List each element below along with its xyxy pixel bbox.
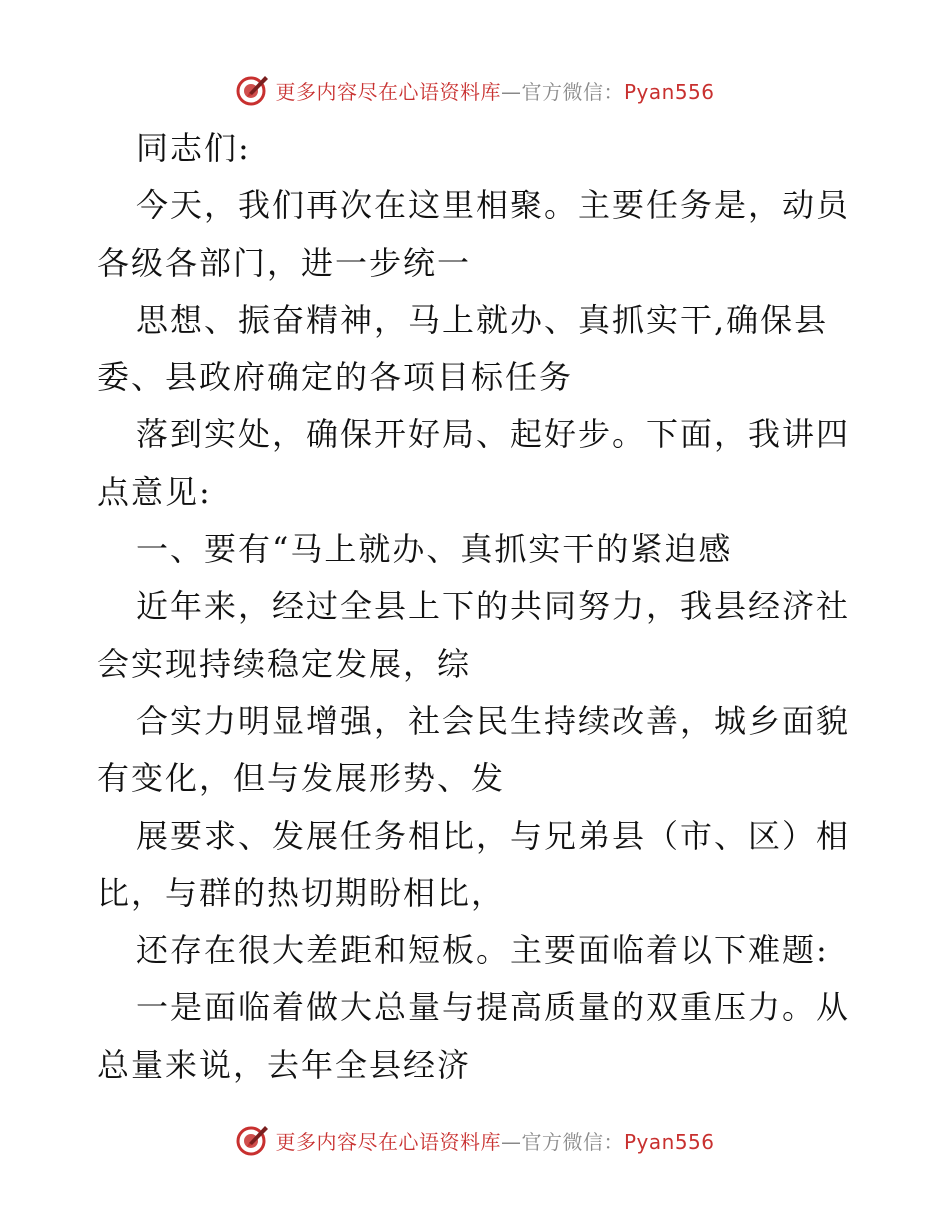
paragraph-line: 有变化，但与发展形势、发: [97, 759, 506, 798]
footer-watermark: [0, 1120, 950, 1160]
watermark-text: [275, 1126, 714, 1155]
watermark-wechat-label: 官方微信：: [521, 79, 624, 104]
brush-pen-logo-icon: [235, 73, 269, 107]
document-body: [97, 120, 857, 1094]
paragraph-line: 还存在很大差距和短板。主要面临着以下难题:: [136, 931, 829, 970]
paragraph-line: 今天，我们再次在这里相聚。主要任务是，动员: [136, 186, 851, 225]
paragraph-line: 展要求、发展任务相比，与兄弟县（市、区）相: [136, 816, 851, 855]
paragraph-line: 比，与群的热切期盼相比，: [97, 873, 506, 912]
paragraph-line: 同志们:: [136, 129, 251, 167]
header-watermark: [0, 70, 950, 110]
watermark-brand: 更多内容尽在心语资料库: [275, 1129, 501, 1154]
paragraph-line: 一是面临着做大总量与提高质量的双重压力。从: [136, 988, 851, 1027]
paragraph-line: 点意见:: [97, 472, 212, 511]
paragraph-line: 近年来，经过全县上下的共同努力，我县经济社: [136, 587, 851, 626]
paragraph-line: 总量来说，去年全县经济: [97, 1045, 472, 1084]
watermark-dash: —: [500, 79, 522, 104]
paragraph-line: 落到实处，确保开好局、起好步。下面，我讲四: [136, 415, 851, 454]
paragraph-line: 会实现持续稳定发展，综: [97, 644, 472, 683]
watermark-wechat-id: Pyan556: [623, 79, 715, 104]
paragraph-line: 委、县政府确定的各项目标任务: [97, 358, 574, 397]
paragraph-line: 思想、振奋精神，马上就办、真抓实干,确保县: [136, 300, 829, 339]
paragraph-line: 各级各部门，进一步统一: [97, 243, 472, 282]
watermark-wechat-label: 官方微信：: [521, 1129, 624, 1154]
section-heading: 一、要有“马上就办、真抓实干的紧迫感: [136, 530, 733, 569]
watermark-wechat-id: Pyan556: [623, 1129, 715, 1154]
brush-pen-logo-icon: [235, 1123, 269, 1157]
watermark-dash: —: [500, 1129, 522, 1154]
paragraph-line: 合实力明显增强，社会民生持续改善，城乡面貌: [136, 701, 851, 740]
watermark-text: [275, 76, 714, 105]
watermark-brand: 更多内容尽在心语资料库: [275, 79, 501, 104]
